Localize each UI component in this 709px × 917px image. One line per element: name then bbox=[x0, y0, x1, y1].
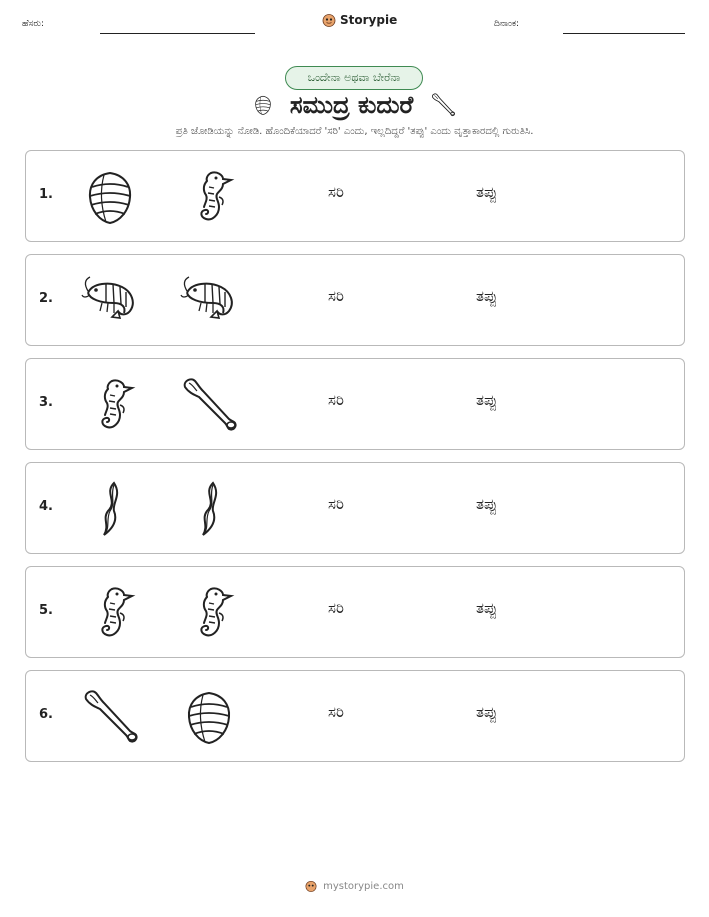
date-label: ದಿನಾಂಕ: bbox=[494, 19, 520, 29]
pair-row bbox=[25, 670, 685, 762]
option-yes[interactable]: ಸರಿ bbox=[328, 599, 344, 617]
pair-row bbox=[25, 462, 685, 554]
bone-icon bbox=[80, 687, 140, 747]
bone-icon bbox=[179, 375, 239, 435]
storypie-mascot-icon bbox=[322, 13, 336, 27]
option-no[interactable]: ತಪ್ಪು bbox=[476, 703, 498, 721]
row-number: 2. bbox=[39, 291, 53, 306]
option-yes[interactable]: ಸರಿ bbox=[328, 703, 344, 721]
pair-row bbox=[25, 566, 685, 658]
option-no[interactable]: ತಪ್ಪು bbox=[476, 495, 498, 513]
date-line[interactable] bbox=[563, 33, 685, 34]
row-number: 5. bbox=[39, 603, 53, 618]
pair-row bbox=[25, 358, 685, 450]
name-label: ಹೆಸರು: bbox=[22, 19, 45, 29]
option-yes[interactable]: ಸರಿ bbox=[328, 495, 344, 513]
storypie-logo bbox=[322, 13, 397, 27]
name-line[interactable] bbox=[100, 33, 255, 34]
row-number: 6. bbox=[39, 707, 53, 722]
shell-icon bbox=[252, 92, 274, 118]
option-no[interactable]: ತಪ್ಪು bbox=[476, 287, 498, 305]
shell-icon bbox=[179, 687, 239, 747]
seaweed-icon bbox=[179, 479, 239, 539]
footer-url: mystorypie.com bbox=[323, 880, 404, 892]
same-or-different-badge: ಒಂದೇನಾ ಅಥವಾ ಬೇರೆನಾ bbox=[285, 66, 423, 90]
bone-icon bbox=[429, 92, 457, 118]
footer bbox=[0, 880, 709, 892]
page-title: ಸಮುದ್ರ ಕುದುರೆ bbox=[289, 91, 414, 119]
seahorse-icon bbox=[179, 583, 239, 643]
option-no[interactable]: ತಪ್ಪು bbox=[476, 183, 498, 201]
shrimp-icon bbox=[179, 271, 239, 331]
seahorse-icon bbox=[80, 583, 140, 643]
pair-row bbox=[25, 150, 685, 242]
row-number: 1. bbox=[39, 187, 53, 202]
shrimp-icon bbox=[80, 271, 140, 331]
logo-text: Storypie bbox=[340, 13, 398, 27]
seahorse-icon bbox=[179, 167, 239, 227]
option-yes[interactable]: ಸರಿ bbox=[328, 287, 344, 305]
storypie-mascot-icon bbox=[305, 880, 317, 892]
pair-row bbox=[25, 254, 685, 346]
option-no[interactable]: ತಪ್ಪು bbox=[476, 391, 498, 409]
title-row bbox=[0, 88, 709, 122]
option-no[interactable]: ತಪ್ಪು bbox=[476, 599, 498, 617]
seahorse-icon bbox=[80, 375, 140, 435]
pairs-list bbox=[25, 150, 685, 774]
row-number: 4. bbox=[39, 499, 53, 514]
instructions: ಪ್ರತಿ ಜೋಡಿಯನ್ನು ನೋಡಿ. ಹೊಂದಿಕೆಯಾದರೆ 'ಸರಿ' ಎಂದು, ಇಲ್ಲದಿದ್ದರೆ 'ತಪ್ಪು' ಎಂದು ವೃತ್ತಾಕಾರದಲ್ಲಿ ಗುರುತಿಸಿ. bbox=[175, 126, 534, 137]
shell-icon bbox=[80, 167, 140, 227]
row-number: 3. bbox=[39, 395, 53, 410]
option-yes[interactable]: ಸರಿ bbox=[328, 391, 344, 409]
option-yes[interactable]: ಸರಿ bbox=[328, 183, 344, 201]
seaweed-icon bbox=[80, 479, 140, 539]
